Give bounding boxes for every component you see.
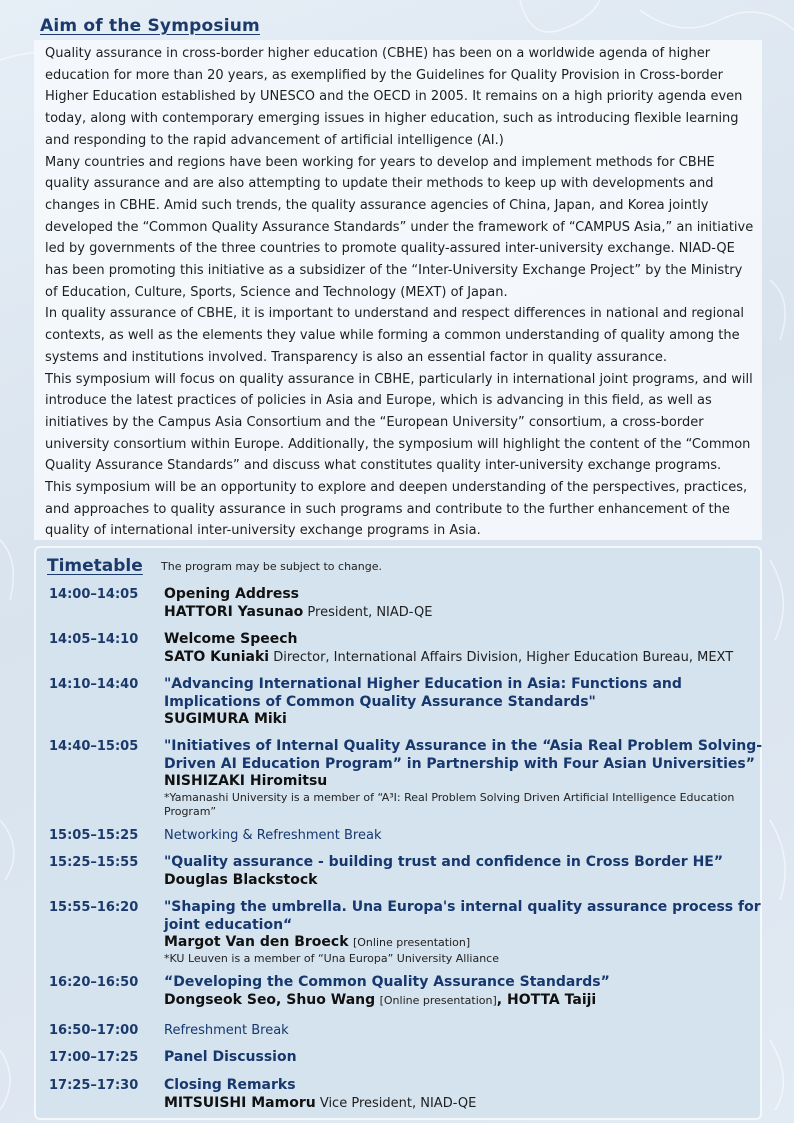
speaker-name: Dongseok Seo, Shuo Wang — [164, 991, 376, 1008]
session-time: 15:25–15:55 — [49, 855, 139, 870]
session-time: 14:10–14:40 — [49, 677, 139, 692]
aim-body — [45, 43, 757, 542]
session-time: 17:25–17:30 — [49, 1078, 139, 1093]
speaker-note: *KU Leuven is a member of “Una Europa” University Alliance — [164, 951, 499, 965]
session-time: 15:55–16:20 — [49, 900, 139, 915]
speaker-name-extra: , HOTTA Taiji — [496, 991, 597, 1008]
aim-paragraph: Quality assurance in cross-border higher education (CBHE) has been on a worldwide agenda of higher education for more than 20 years, as exemplified by the Guidelines for Quality Provision in Cross-border Higher Education established by UNESCO and the OECD in 2005. It remains on a high priority agenda even today, along with contemporary emerging issues in higher education, such as introducing flexible learning and responding to the rapid advancement of artificial intelligence (AI.) — [45, 46, 743, 148]
session-title: Opening Address — [164, 586, 299, 602]
speaker-role: President, NIAD-QE — [303, 604, 433, 620]
session-title: Panel Discussion — [164, 1049, 297, 1065]
speaker-name: SATO Kuniaki — [164, 648, 270, 665]
session-time: 14:00–14:05 — [49, 587, 139, 602]
speaker-name: SUGIMURA Miki — [164, 711, 287, 727]
online-tag: [Online presentation] — [379, 993, 497, 1007]
online-tag: [Online presentation] — [352, 936, 471, 949]
speaker-role: Director, International Affairs Division, Higher Education Bureau, MEXT — [269, 649, 734, 665]
aim-paragraph: Many countries and regions have been working for years to develop and implement methods for CBHE quality assurance and are also attempting to update their methods to keep up with developments and changes in CBHE. Amid such trends, the quality assurance agencies of China, Japan, and Korea jointly developed the “Common Quality Assurance Standards” under the framework of “CAMPUS Asia,” an initiative led by governments of the three countries to promote quality-assured inter-university exchange. NIAD-QE has been promoting this initiative as a subsidizer of the “Inter-University Exchange Project” by the Ministry of Education, Culture, Sports, Science and Technology (MEXT) of Japan. — [45, 154, 754, 300]
timetable-note: The program may be subject to change. — [161, 560, 382, 573]
session-time: 14:40–15:05 — [49, 739, 139, 754]
speaker-role: Vice President, NIAD-QE — [315, 1095, 477, 1111]
session-title: "Quality assurance - building trust and confidence in Cross Border HE” — [164, 854, 724, 870]
session-title: "Advancing International Higher Education in Asia: Functions and Implications of Common Quality Assurance Standards" — [164, 676, 682, 710]
session-title: Refreshment Break — [164, 1023, 289, 1038]
speaker-name: HATTORI Yasunao — [164, 603, 304, 620]
session-time: 16:50–17:00 — [49, 1023, 139, 1038]
aim-paragraph: In quality assurance of CBHE, it is important to understand and respect differences in national and regional contexts, as well as the elements they value while forming a common understanding of quality among the systems and institutions involved. Transparency is also an essential factor in quality assurance. — [45, 306, 745, 365]
speaker-name: MITSUISHI Mamoru — [164, 1094, 316, 1111]
session-title: Welcome Speech — [164, 631, 298, 647]
timetable-title: Timetable — [47, 556, 143, 576]
speaker-note: *Yamanashi University is a member of “A³I: Real Problem Solving Driven Artificial Intelligence Education Program” — [164, 790, 735, 818]
session-title: "Shaping the umbrella. Una Europa's internal quality assurance process for joint education“ — [164, 899, 761, 933]
session-time: 14:05–14:10 — [49, 632, 139, 647]
session-title: Networking & Refreshment Break — [164, 828, 382, 843]
session-title: "Initiatives of Internal Quality Assurance in the “Asia Real Problem Solving-Driven AI Education Program” in Partnership with Four Asian Universities” — [164, 738, 763, 772]
aim-paragraph: This symposium will be an opportunity to explore and deepen understanding of the perspectives, practices, and approaches to quality assurance in such programs and contribute to the further enhancement of the quality of international inter-university exchange programs in Asia. — [45, 480, 748, 539]
session-time: 15:05–15:25 — [49, 828, 139, 843]
speaker-name: NISHIZAKI Hiromitsu — [164, 773, 328, 789]
session-title: “Developing the Common Quality Assurance Standards” — [164, 974, 610, 990]
aim-paragraph: This symposium will focus on quality assurance in CBHE, particularly in international joint programs, and will introduce the latest practices of policies in Asia and Europe, which is advancing in this field, as well as initiatives by the Campus Asia Consortium and the “European University” consortium, a cross-border university consortium within Europe. Additionally, the symposium will highlight the content of the “Common Quality Assurance Standards” and discuss what constitutes quality inter-university exchange programs. — [45, 371, 753, 474]
session-time: 16:20–16:50 — [49, 975, 139, 990]
session-time: 17:00–17:25 — [49, 1050, 139, 1065]
speaker-name: Douglas Blackstock — [164, 871, 318, 888]
aim-title: Aim of the Symposium — [40, 16, 260, 36]
session-title: Closing Remarks — [164, 1077, 296, 1093]
speaker-name: Margot Van den Broeck — [164, 934, 349, 950]
